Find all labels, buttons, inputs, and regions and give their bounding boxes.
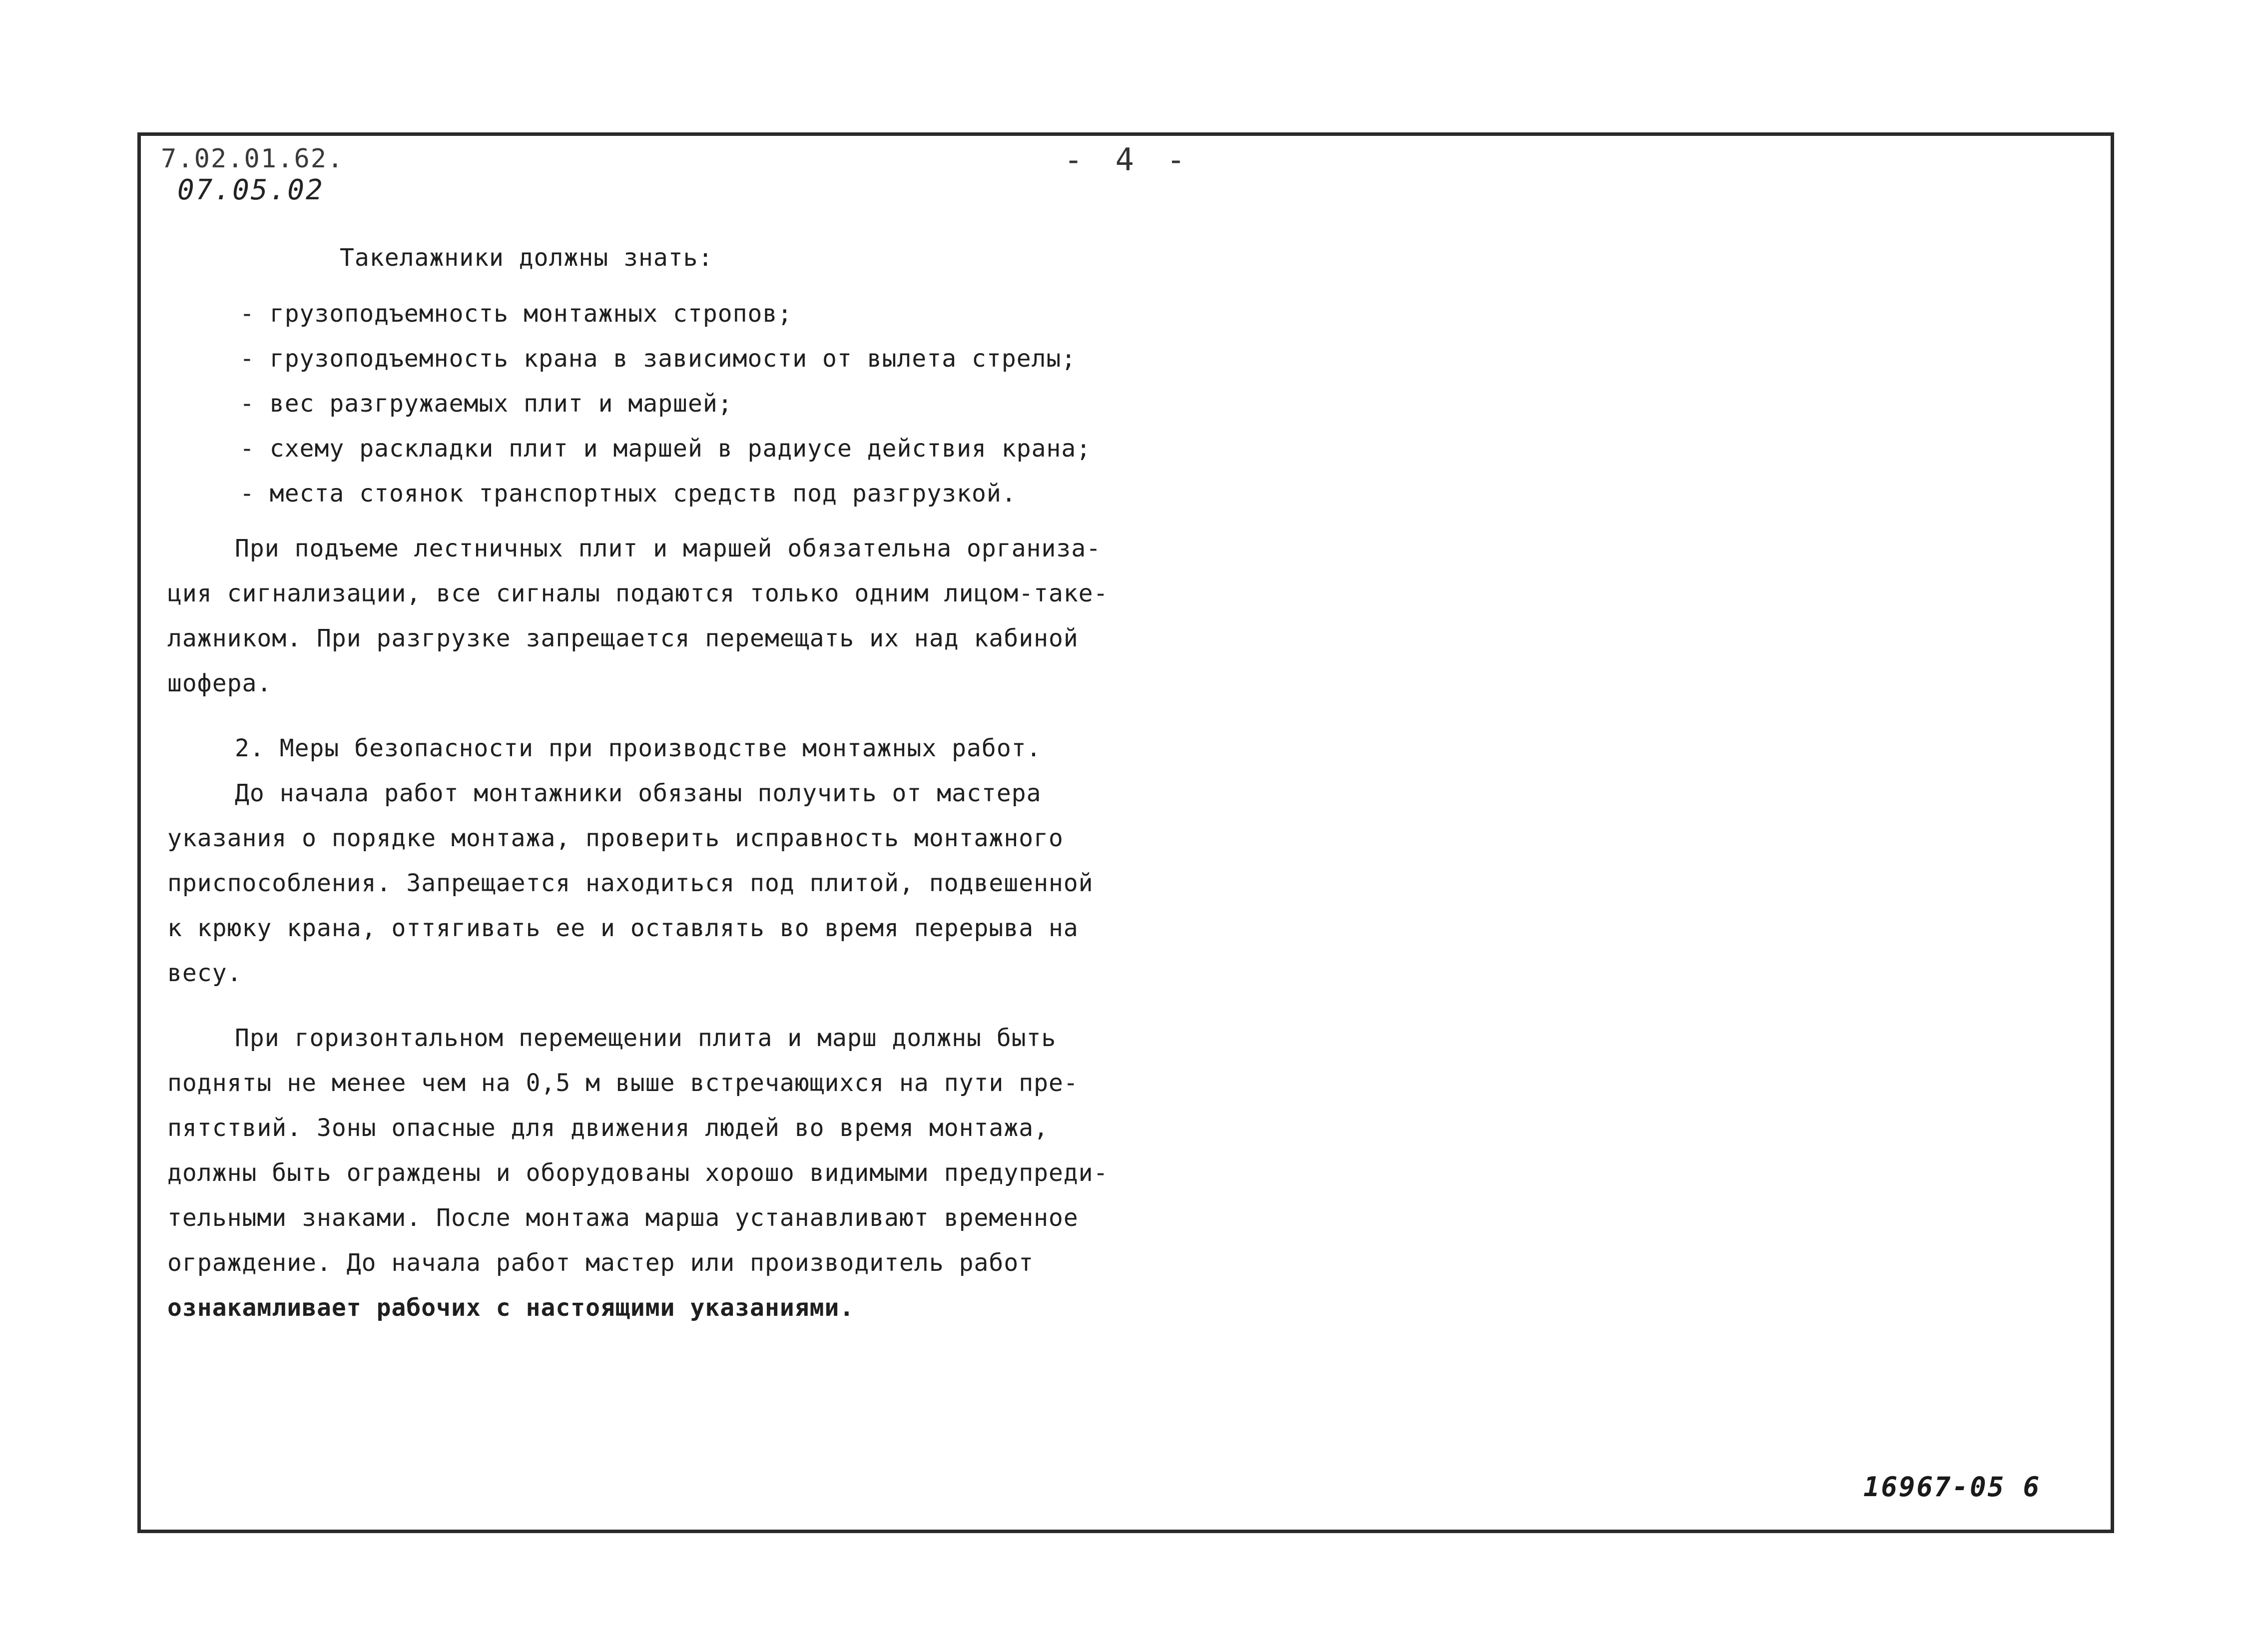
paragraph-line: весу. — [167, 959, 242, 987]
paragraph-line: шофера. — [167, 669, 272, 697]
paragraph-line: подняты не менее чем на 0,5 м выше встречающихся на пути пре- — [167, 1069, 1079, 1097]
document-code-handwritten: 07.05.02 — [177, 174, 324, 206]
requirement-item: - схему раскладки плит и маршей в радиусе действия крана; — [240, 435, 1092, 463]
requirement-item: - грузоподъемность монтажных стропов; — [240, 300, 793, 328]
paragraph-line: приспособления. Запрещается находиться под плитой, подвешенной — [167, 869, 1094, 897]
paragraph-line: ция сигнализации, все сигналы подаются только одним лицом-таке- — [167, 579, 1109, 607]
paragraph-line: лажником. При разгрузке запрещается перемещать их над кабиной — [167, 624, 1079, 652]
paragraph-line: При подъеме лестничных плит и маршей обязательна организа- — [235, 535, 1102, 562]
catalog-number: 16967-05 6 — [1863, 1471, 2041, 1503]
document-code: 7.02.01.62. — [161, 144, 344, 174]
requirement-item: - места стоянок транспортных средств под разгрузкой. — [240, 480, 1017, 508]
section-title: 2. Меры безопасности при производстве монтажных работ. — [235, 734, 1042, 762]
requirement-item: - грузоподъемность крана в зависимости от вылета стрелы; — [240, 345, 1077, 373]
paragraph-line: тельными знаками. После монтажа марша устанавливают временное — [167, 1204, 1079, 1232]
paragraph-line: к крюку крана, оттягивать ее и оставлять во время перерыва на — [167, 914, 1079, 942]
paragraph-line: указания о порядке монтажа, проверить исправность монтажного — [167, 824, 1064, 852]
requirement-item: - вес разгружаемых плит и маршей; — [240, 390, 733, 418]
paragraph-line: должны быть ограждены и оборудованы хорошо видимыми предупреди- — [167, 1159, 1109, 1187]
paragraph-line: пятствий. Зоны опасные для движения людей во время монтажа, — [167, 1114, 1049, 1142]
paragraph-line: ограждение. До начала работ мастер или производитель работ — [167, 1249, 1034, 1277]
section-heading: Такелажники должны знать: — [340, 244, 713, 272]
page-number: - 4 - — [1064, 141, 1192, 178]
paragraph-line: ознакамливает рабочих с настоящими указаниями. — [167, 1294, 855, 1322]
paragraph-line: До начала работ монтажники обязаны получить от мастера — [235, 779, 1042, 807]
paragraph-line: При горизонтальном перемещении плита и марш должны быть — [235, 1024, 1057, 1052]
